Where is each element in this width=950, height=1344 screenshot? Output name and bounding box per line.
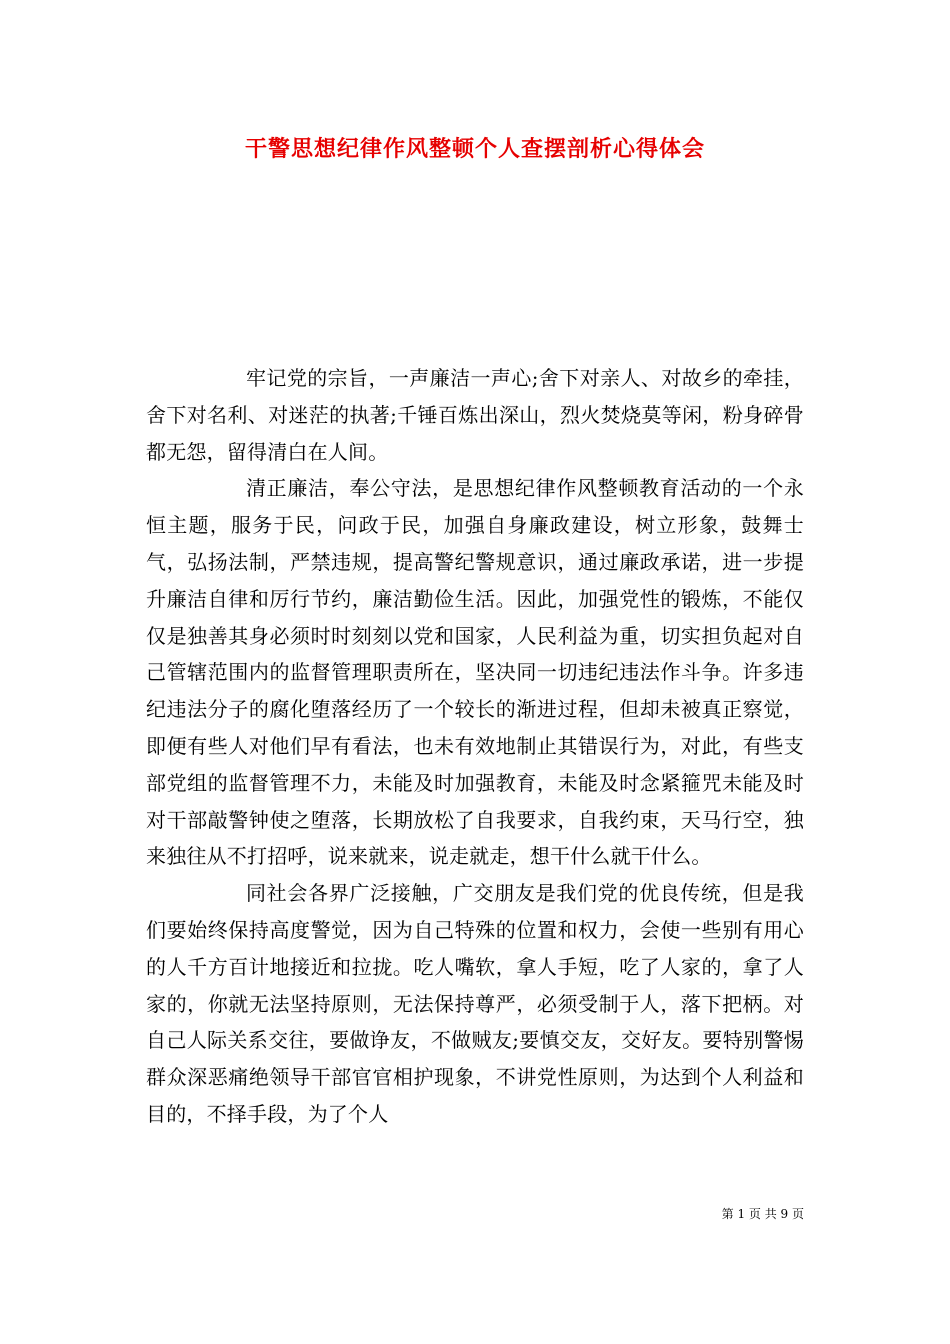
paragraph-1: 牢记党的宗旨，一声廉洁一声心;舍下对亲人、对故乡的牵挂，舍下对名利、对迷茫的执著;千锤百炼出深山，烈火焚烧莫等闲，粉身碎骨都无怨，留得清白在人间。: [146, 366, 804, 464]
document-title: 干警思想纪律作风整顿个人查摆剖析心得体会: [244, 136, 705, 162]
page-number-footer: 第 1 页 共 9 页: [721, 1207, 804, 1221]
paragraph-2: 清正廉洁，奉公守法，是思想纪律作风整顿教育活动的一个永恒主题，服务于民，问政于民，加强自身廉政建设，树立形象，鼓舞士气，弘扬法制，严禁违规，提高警纪警规意识，通过廉政承诺，进一步提升廉洁自律和厉行节约，廉洁勤俭生活。因此，加强党性的锻炼，不能仅仅是独善其身必须时时刻刻以党和国家，人民利益为重，切实担负起对自己管辖范围内的监督管理职责所在，坚决同一切违纪违法作斗争。许多违纪违法分子的腐化堕落经历了一个较长的渐进过程，但却未被真正察觉，即便有些人对他们早有看法，也未有效地制止其错误行为，对此，有些支部党组的监督管理不力，未能及时加强教育，未能及时念紧箍咒未能及时对干部敲警钟使之堕落，长期放松了自我要求，自我约束，天马行空，独来独往从不打招呼，说来就来，说走就走，想干什么就干什么。: [146, 476, 804, 869]
document-body: [146, 360, 804, 1133]
paragraph-3: 同社会各界广泛接触，广交朋友是我们党的优良传统，但是我们要始终保持高度警觉，因为自己特殊的位置和权力，会使一些别有用心的人千方百计地接近和拉拢。吃人嘴软，拿人手短，吃了人家的，拿了人家的，你就无法坚持原则，无法保持尊严，必须受制于人，落下把柄。对自己人际关系交往，要做诤友，不做贼友;要慎交友，交好友。要特别警惕群众深恶痛绝领导干部官官相护现象，不讲党性原则，为达到个人利益和目的，不择手段，为了个人: [146, 881, 804, 1126]
